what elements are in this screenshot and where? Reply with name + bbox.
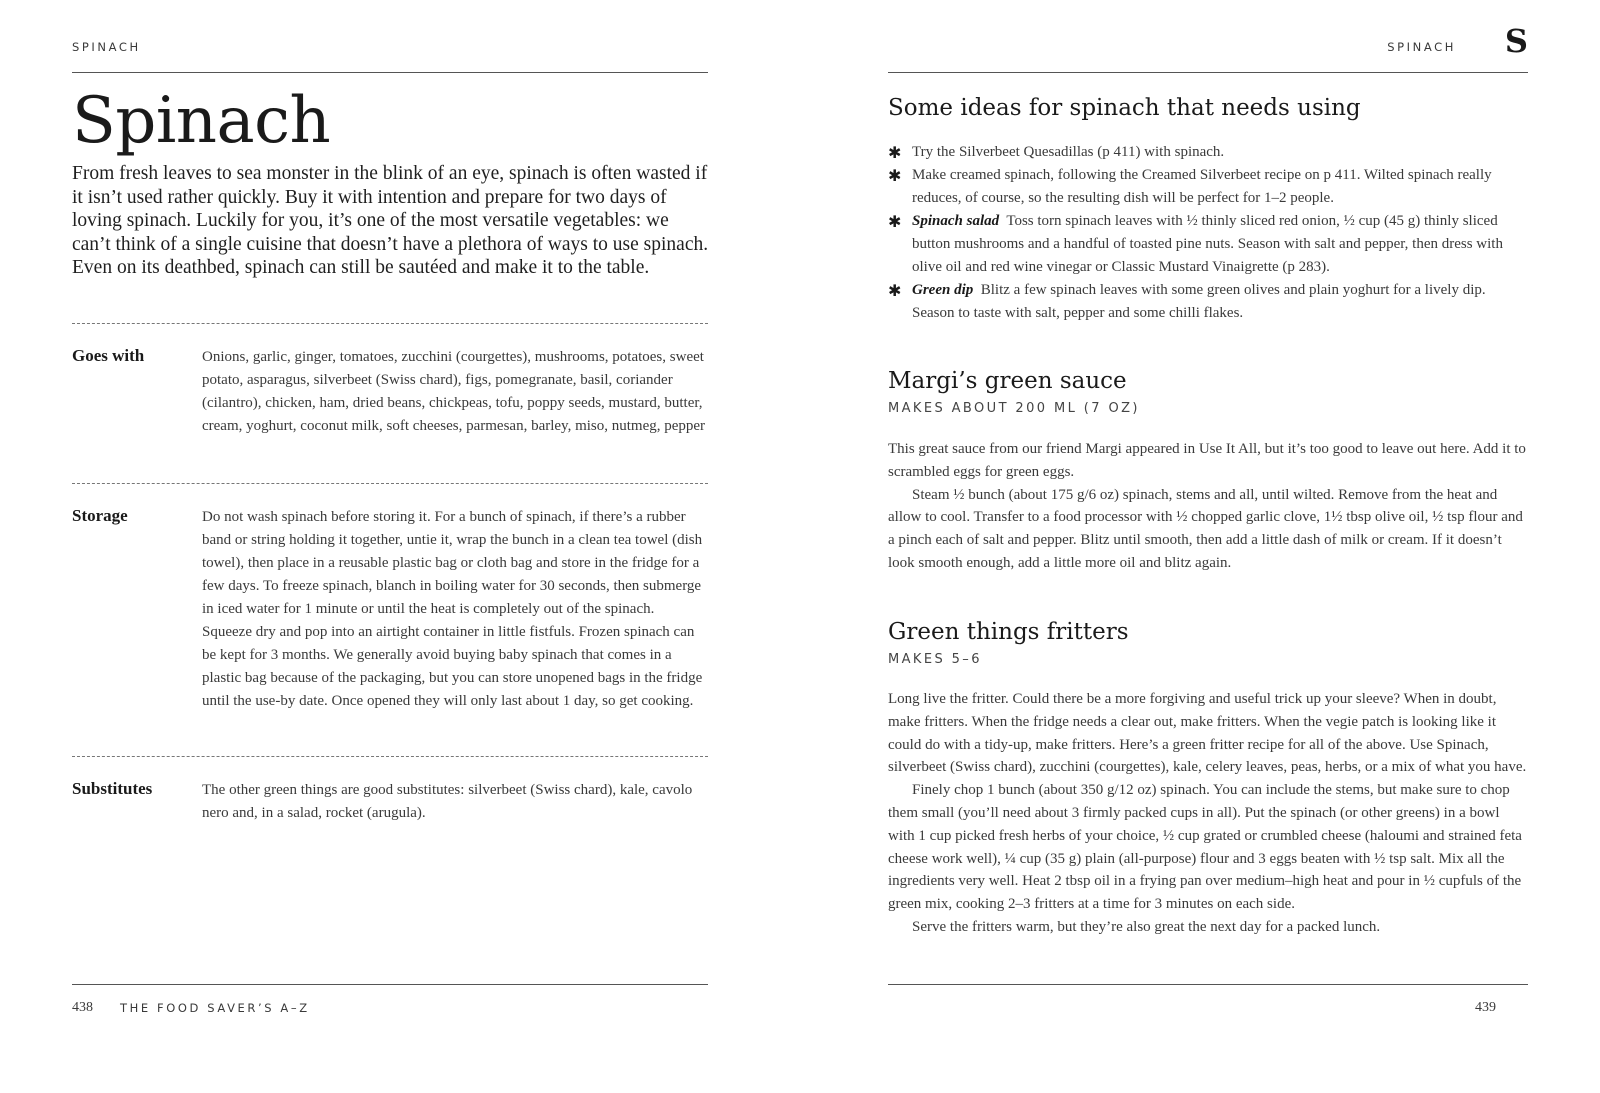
ideas-heading: Some ideas for spinach that needs using xyxy=(888,95,1361,121)
asterisk-bullet-icon: ✱ xyxy=(888,281,902,300)
info-label: Goes with xyxy=(72,346,145,365)
recipe-body xyxy=(888,688,1528,939)
dashed-divider xyxy=(72,323,708,324)
right-page xyxy=(888,0,1528,1093)
section-letter: S xyxy=(1504,22,1528,60)
dashed-divider xyxy=(72,756,708,757)
recipe-yield: MAKES ABOUT 200 ML (7 OZ) xyxy=(888,401,1140,416)
recipe-paragraph: Finely chop 1 bunch (about 350 g/12 oz) spinach. You can include the stems, but make sure to chop them small (you’ll need about 3 firmly packed cups in all). Put the spinach (or other greens) in a bowl with 1 cup picked fresh herbs of your choice, ½ cup grated or crumbled cheese (haloumi and strained feta cheese work well), ¼ cup (35 g) plain (all-purpose) flour and 3 eggs beaten with ½ tsp salt. Mix all the ingredients very well. Heat 2 tbsp oil in a frying pan over medium–high heat and pour in ½ cupfuls of the green mix, cooking 2–3 fritters at a time for 3 minutes on each side. xyxy=(888,782,1522,913)
intro-paragraph: From fresh leaves to sea monster in the blink of an eye, spinach is often wasted if it isn’t used rather quickly. Buy it with intention and prepare for two days of loving spinach. Luckily for you, it’s one of the most versatile vegetables: we can’t think of a single cuisine that doesn’t have a plethora of ways to use spinach. Even on its deathbed, spinach can still be sautéed and make it to the table. xyxy=(72,163,709,278)
idea-text: Toss torn spinach leaves with ½ thinly sliced red onion, ½ cup (45 g) thinly sliced button mushrooms and a handful of toasted pine nuts. Season with salt and pepper, then dress with olive oil and red wine vinegar or Classic Mustard Vinaigrette (p 283). xyxy=(912,213,1503,275)
running-head: SPINACH xyxy=(72,40,141,54)
page-title: Spinach xyxy=(72,84,331,158)
footer-rule xyxy=(72,984,708,985)
recipe-paragraph: Serve the fritters warm, but they’re also great the next day for a packed lunch. xyxy=(912,918,1381,935)
page-number: 439 xyxy=(1475,1000,1496,1015)
idea-lead: Spinach salad xyxy=(912,213,1000,229)
idea-text: Make creamed spinach, following the Creamed Silverbeet recipe on p 411. Wilted spinach really reduces, of course, so the resulting dish will be perfect for 1–2 people. xyxy=(912,167,1492,206)
asterisk-bullet-icon: ✱ xyxy=(888,212,902,231)
info-label: Storage xyxy=(72,506,128,525)
header-rule xyxy=(888,72,1528,73)
recipe-paragraph: Steam ½ bunch (about 175 g/6 oz) spinach, stems and all, until wilted. Remove from the heat and allow to cool. Transfer to a food processor with ½ chopped garlic clove, 1½ tbsp olive oil, ½ tsp flour and a pinch each of salt and pepper. Blitz until smooth, then add a little dash of milk or cream. If it doesn’t look smooth enough, add a little more oil and blitz again. xyxy=(888,486,1523,571)
idea-lead: Green dip xyxy=(912,282,974,298)
info-text: Onions, garlic, ginger, tomatoes, zucchini (courgettes), mushrooms, potatoes, sweet potato, asparagus, silverbeet (Swiss chard), figs, pomegranate, basil, coriander (cilantro), chicken, ham, dried beans, chickpeas, tofu, poppy seeds, mustard, butter, cream, yoghurt, coconut milk, soft cheeses, parmesan, barley, miso, nutmeg, pepper xyxy=(202,349,706,434)
page-number: 438 xyxy=(72,1000,93,1015)
asterisk-bullet-icon: ✱ xyxy=(888,166,902,185)
info-text: Do not wash spinach before storing it. For a bunch of spinach, if there’s a rubber band or string holding it together, untie it, wrap the bunch in a clean tea towel (dish towel), then place in a reusable plastic bag or cloth bag and store in the fridge for a few days. To freeze spinach, blanch in boiling water for 30 seconds, then submerge in iced water for 1 minute or until the heat is completely out of the spinach. Squeeze dry and pop into an airtight container in little fistfuls. Frozen spinach can be kept for 3 months. We generally avoid buying baby spinach that comes in a plastic bag because of the packaging, but you can store unopened bags in the fridge until the use-by date. Once opened they will only last about 1 day, so get cooking. xyxy=(202,509,703,709)
dashed-divider xyxy=(72,483,708,484)
asterisk-bullet-icon: ✱ xyxy=(888,143,902,162)
recipe-body xyxy=(888,438,1528,575)
idea-text: Blitz a few spinach leaves with some green olives and plain yoghurt for a lively dip. Season to taste with salt, pepper and some chilli flakes. xyxy=(912,282,1486,321)
recipe-title: Margi’s green sauce xyxy=(888,368,1127,394)
running-head: SPINACH xyxy=(1387,40,1456,54)
ideas-list xyxy=(888,141,1528,325)
list-item xyxy=(888,279,1528,325)
footer-rule xyxy=(888,984,1528,985)
recipe-paragraph: Long live the fritter. Could there be a more forgiving and useful trick up your sleeve? When in doubt, make fritters. When the fridge needs a clear out, make fritters. When the vegie patch is looking like it could do with a tidy-up, make fritters. Here’s a green fritter recipe for all of the above. Use Spinach, silverbeet (Swiss chard), zucchini (courgettes), kale, celery leaves, peas, herbs, or a mix of what you have. xyxy=(888,691,1527,776)
recipe-yield: MAKES 5–6 xyxy=(888,652,982,667)
recipe-title: Green things fritters xyxy=(888,619,1129,645)
list-item xyxy=(888,210,1528,279)
recipe-paragraph: This great sauce from our friend Margi appeared in Use It All, but it’s too good to leave out here. Add it to scrambled eggs for green eggs. xyxy=(888,441,1526,480)
info-text: The other green things are good substitutes: silverbeet (Swiss chard), kale, cavolo nero and, in a salad, rocket (arugula). xyxy=(202,782,693,821)
header-rule xyxy=(72,72,708,73)
footer-book-title: THE FOOD SAVER’S A–Z xyxy=(120,1001,310,1015)
info-label: Substitutes xyxy=(72,779,153,798)
idea-text: Try the Silverbeet Quesadillas (p 411) with spinach. xyxy=(912,144,1225,160)
list-item xyxy=(888,164,1528,210)
list-item xyxy=(888,141,1528,164)
left-page xyxy=(72,0,708,1093)
